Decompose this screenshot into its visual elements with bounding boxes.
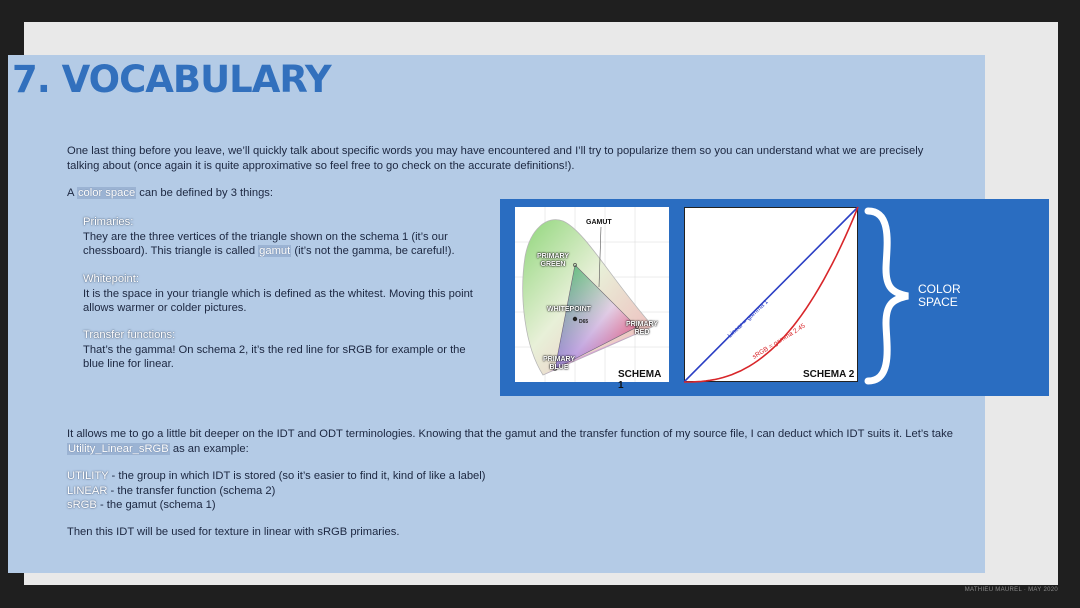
list-item: LINEAR - the transfer function (schema 2) (67, 484, 276, 497)
term-primaries (83, 215, 483, 259)
color-space-term: color space (77, 187, 136, 199)
term-whitepoint (83, 272, 483, 316)
schema-1-cie-diagram (515, 207, 669, 391)
conclusion-paragraph: Then this IDT will be used for texture in linear with sRGB primaries. (67, 526, 400, 538)
slide (8, 55, 985, 573)
footer-credit: MATHIEU MAUREL · MAY 2020 (964, 587, 1058, 593)
linear-curve-label: Linear = gamma 1 (726, 298, 770, 340)
schema-1-label: SCHEMA 1 (618, 369, 661, 391)
list-item: UTILITY - the group in which IDT is stored (so it’s easier to find it, kind of like a label) (67, 470, 486, 482)
primary-blue-label: PRIMARY BLUE (542, 356, 576, 371)
list-item: sRGB - the gamut (schema 1) (67, 499, 216, 511)
transfer-function-chart (684, 207, 858, 382)
idt-parts-list (67, 469, 767, 513)
term-description: That’s the gamma! On schema 2, it’s the red line for sRGB for example or the blue line for linear. (83, 343, 466, 370)
whitepoint-label: WHITEPOINT (547, 306, 591, 313)
schema-2-label: SCHEMA 2 (803, 369, 855, 380)
primary-green-label: PRIMARY GREEN (536, 253, 570, 268)
linear-gamma-line (684, 207, 858, 382)
right-curly-brace (862, 207, 914, 385)
intro-paragraph: One last thing before you leave, we’ll quickly talk about specific words you may have encountered and I’ll try to popularize them so you can understand what we are precisely talking about (once again it is quite approximative so feel free to go check on the accurate definitions!). (67, 145, 924, 172)
color-space-caption: COLOR SPACE (918, 282, 961, 309)
idt-example-term: Utility_Linear_sRGB (68, 442, 169, 455)
gamut-term: gamut (259, 245, 291, 257)
term-transfer-functions (83, 328, 483, 372)
color-space-line: A color space can be defined by 3 things: (67, 187, 274, 199)
idt-intro-paragraph: It allows me to go a little bit deeper on the IDT and ODT terminologies. Knowing that the gamut and the transfer function of my source file, I can deduct which IDT suits it. Let’s take Utility_Linear_sRGB as an example: (67, 428, 953, 455)
term-description: They are the three vertices of the triangle shown on the schema 1 (it’s our chessboard). This triangle is called gamut (it’s not the gamma, be careful!). (83, 230, 455, 257)
term-description: It is the space in your triangle which is defined as the whitest. Moving this point allows warmer or colder pictures. (83, 287, 473, 314)
schema-2-transfer-curves (684, 207, 858, 382)
term-title: Transfer functions: (83, 329, 176, 341)
d65-label: D65 (579, 319, 589, 325)
whitepoint-marker (573, 317, 577, 321)
primary-red-label: PRIMARY RED (625, 321, 659, 336)
term-title: Whitepoint: (83, 273, 139, 285)
srgb-curve-label: sRGB = gamma 2.45 (751, 322, 807, 361)
color-space-figure (500, 199, 1049, 396)
gamut-label: GAMUT (586, 219, 612, 226)
page-title: 7. VOCABULARY (12, 58, 331, 101)
term-title: Primaries: (83, 216, 134, 228)
